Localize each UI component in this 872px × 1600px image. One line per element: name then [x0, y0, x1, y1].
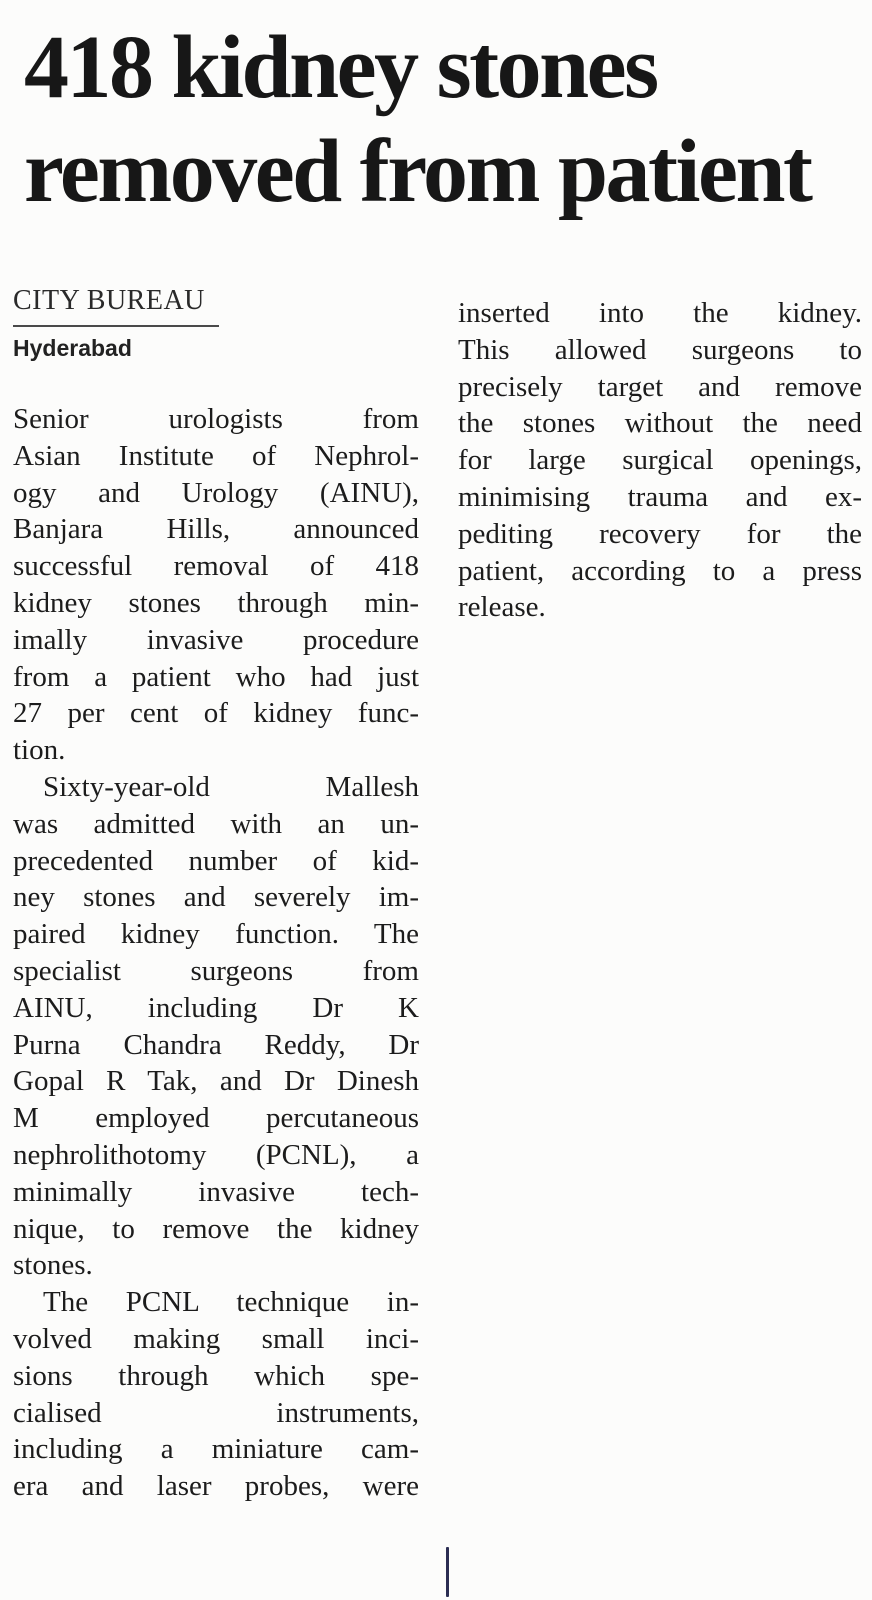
body-line: including a miniature cam-	[13, 1433, 419, 1466]
body-line: patient, according to a press	[458, 554, 862, 587]
article-body-right	[458, 295, 862, 626]
body-line: Banjara Hills, announced	[13, 513, 419, 546]
body-line: tion.	[13, 734, 66, 767]
body-line: M employed percutaneous	[13, 1102, 419, 1135]
body-line: volved making small inci-	[13, 1322, 419, 1355]
article-headline	[24, 16, 811, 224]
body-line: Senior urologists from	[13, 403, 419, 435]
body-line: Asian Institute of Nephrol-	[13, 439, 419, 472]
body-line: release.	[458, 591, 546, 624]
body-line: pediting recovery for the	[458, 517, 862, 550]
body-line: nique, to remove the kidney	[13, 1212, 419, 1245]
body-line: stones.	[13, 1249, 93, 1282]
article-body-left	[13, 401, 419, 1505]
byline	[13, 285, 419, 362]
body-line: AINU, including Dr K	[13, 991, 419, 1024]
body-line: the stones without the need	[458, 407, 862, 440]
body-line: Gopal R Tak, and Dr Dinesh	[13, 1065, 419, 1098]
body-line: was admitted with an un-	[13, 807, 419, 840]
body-line: cialised instruments,	[13, 1396, 419, 1429]
byline-location: Hyderabad	[13, 335, 132, 361]
body-line: minimally invasive tech-	[13, 1175, 419, 1208]
article-column-left	[13, 285, 419, 1505]
body-line: ogy and Urology (AINU),	[13, 476, 419, 509]
body-line: sions through which spe-	[13, 1359, 419, 1392]
body-line: successful removal of 418	[13, 550, 419, 583]
body-line: imally invasive procedure	[13, 623, 419, 656]
byline-rule	[13, 325, 219, 327]
body-line: precisely target and remove	[458, 370, 862, 403]
page-fold-mark	[446, 1547, 449, 1597]
body-line: era and laser probes, were	[13, 1470, 419, 1503]
body-line: Purna Chandra Reddy, Dr	[13, 1028, 419, 1061]
body-line: minimising trauma and ex-	[458, 480, 862, 513]
body-line: nephrolithotomy (PCNL), a	[13, 1138, 419, 1171]
body-line: from a patient who had just	[13, 660, 419, 693]
body-line: specialist surgeons from	[13, 954, 419, 987]
body-line: 27 per cent of kidney func-	[13, 697, 419, 730]
byline-bureau: CITY BUREAU	[13, 285, 205, 316]
headline-line-1: 418 kidney stones	[24, 18, 657, 117]
body-line: The PCNL technique in-	[43, 1286, 419, 1319]
body-line: Sixty-year-old Mallesh	[43, 770, 419, 803]
body-line: precedented number of kid-	[13, 844, 419, 877]
body-line: paired kidney function. The	[13, 918, 419, 951]
body-line: ney stones and severely im-	[13, 881, 419, 914]
body-line: for large surgical openings,	[458, 444, 862, 477]
body-line: kidney stones through min-	[13, 586, 419, 619]
headline-line-2: removed from patient	[24, 122, 811, 221]
body-line: inserted into the kidney.	[458, 297, 862, 329]
article-column-right	[458, 295, 862, 626]
body-line: This allowed surgeons to	[458, 333, 862, 366]
